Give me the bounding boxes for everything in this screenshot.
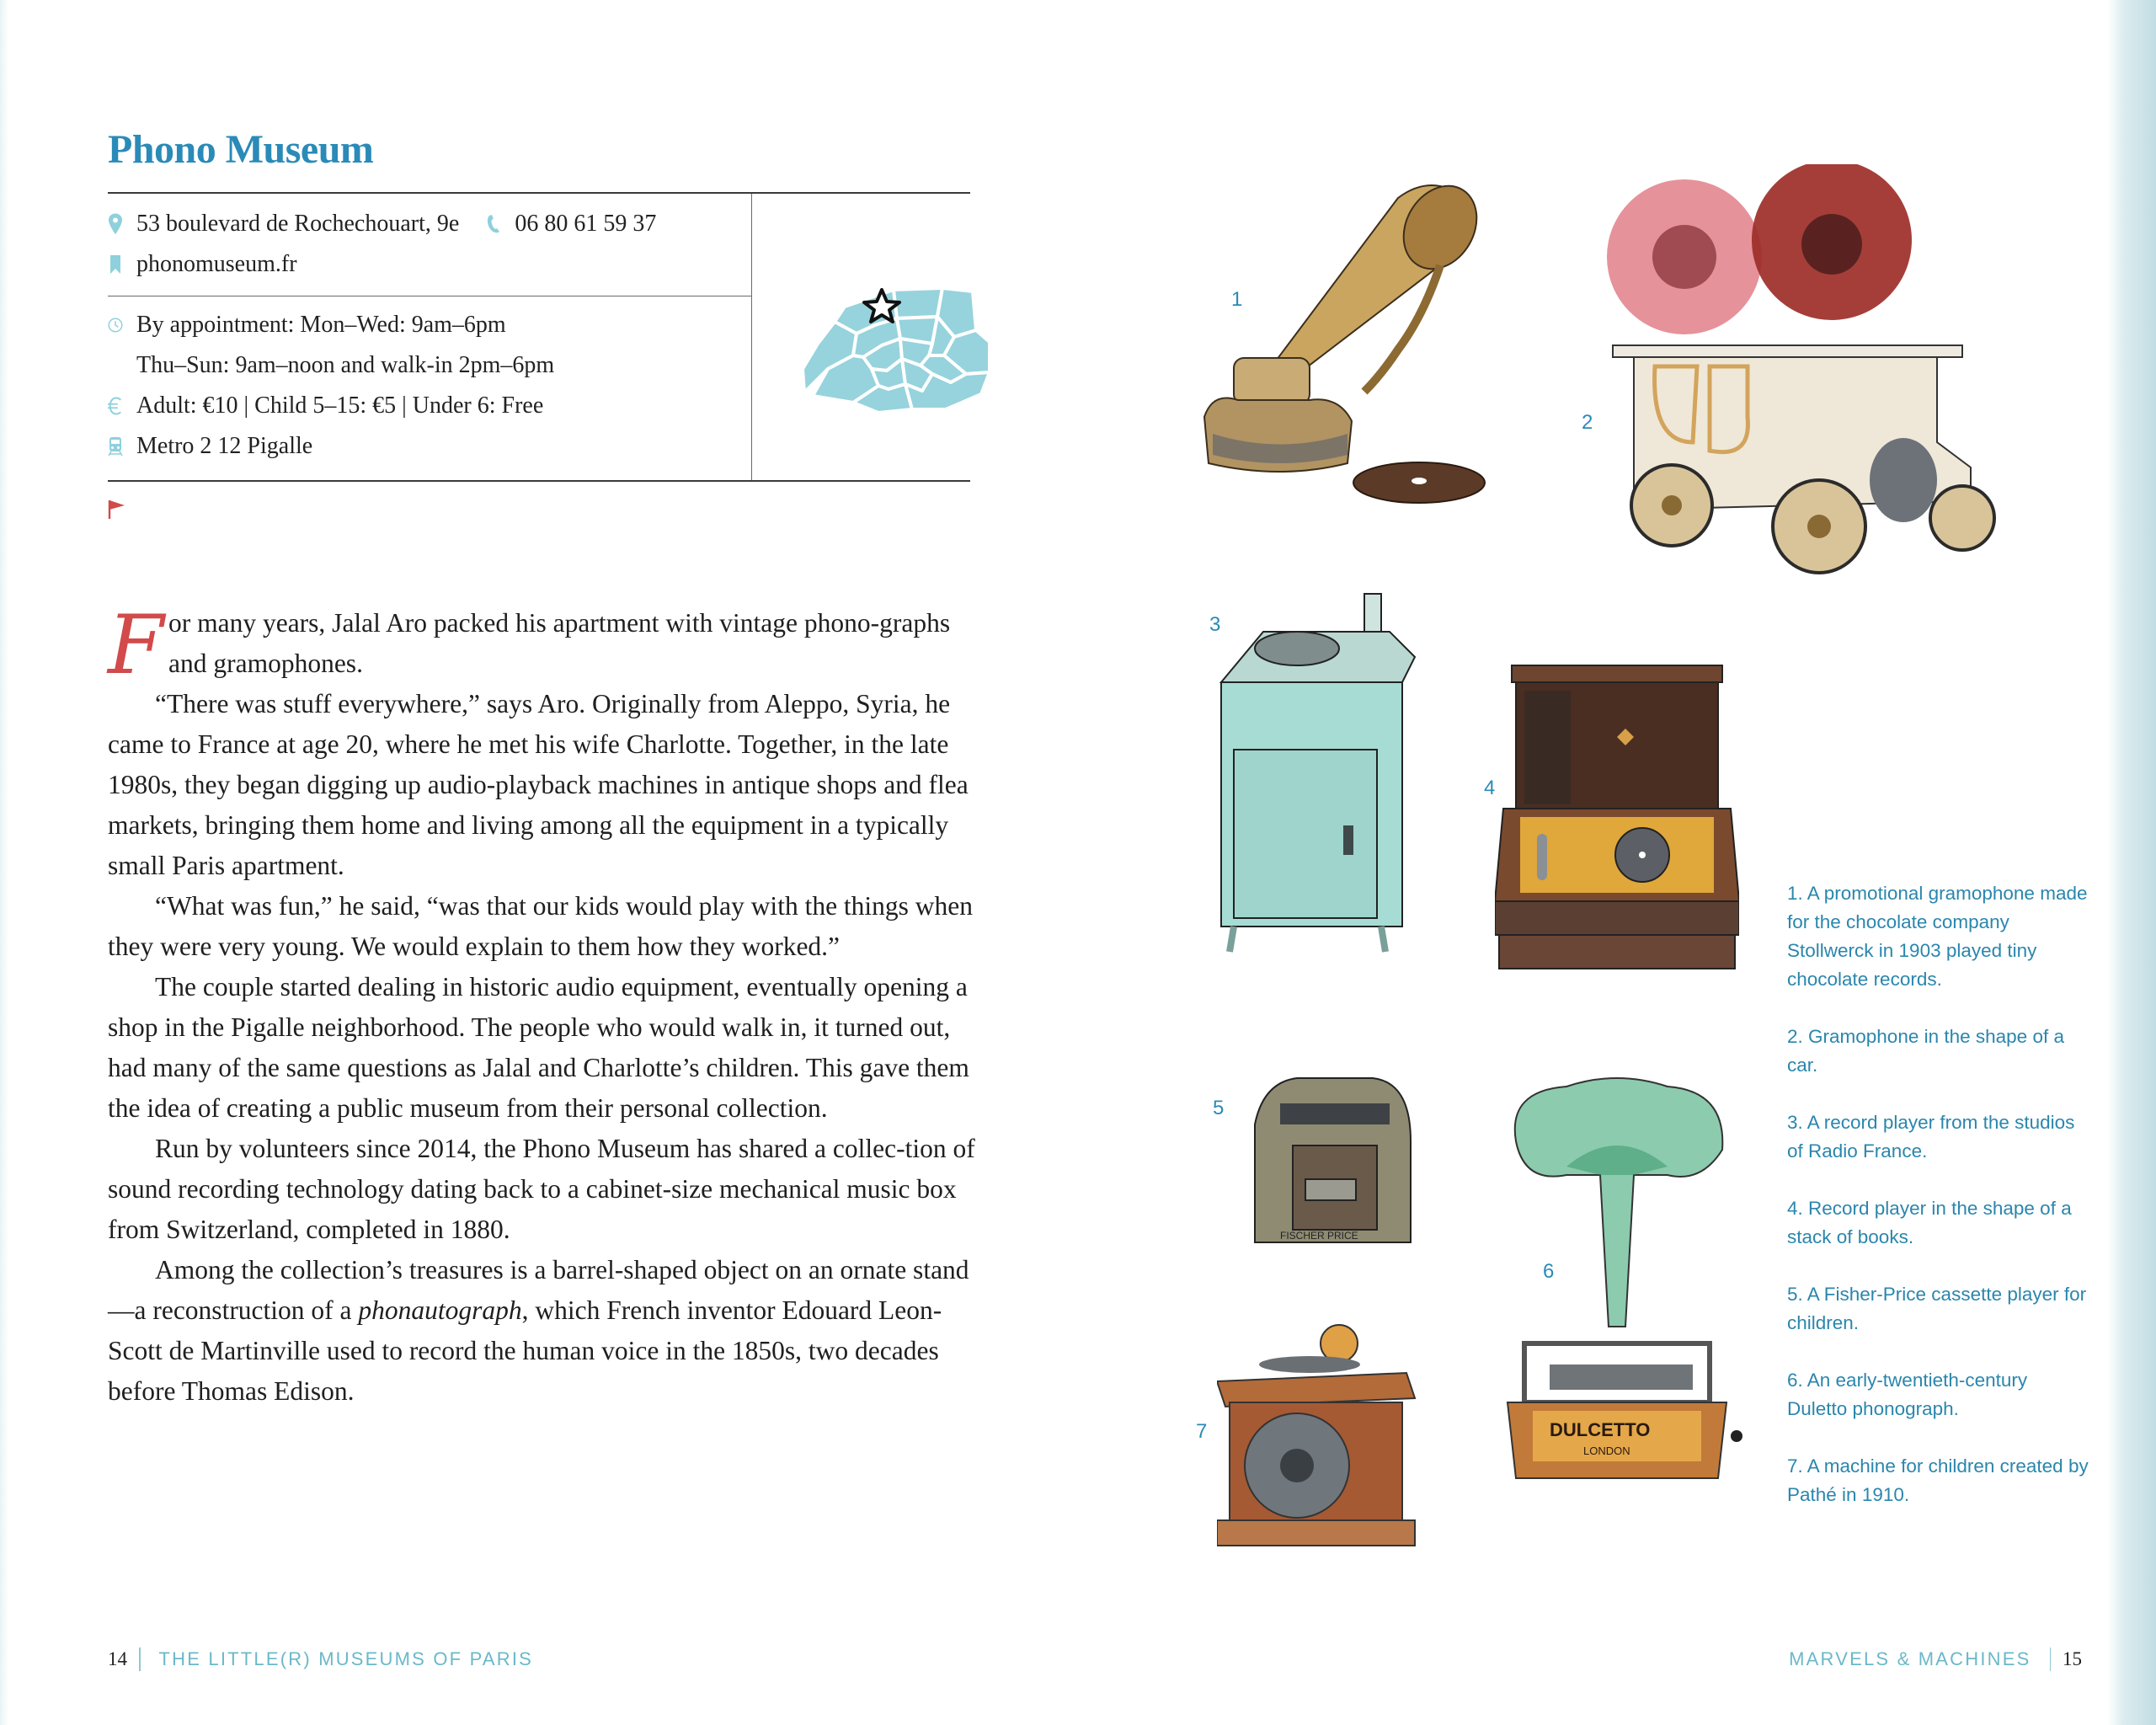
illustration-number-2: 2 bbox=[1582, 411, 1593, 434]
illustration-number-3: 3 bbox=[1209, 613, 1221, 636]
fisher-price-cassette-player-illustration bbox=[1246, 1074, 1415, 1259]
caption-5: 5. A Fisher-Price cassette player for children. bbox=[1787, 1284, 2087, 1333]
caption-4: 4. Record player in the shape of a stack of books. bbox=[1787, 1198, 2072, 1247]
illustration-number-4: 4 bbox=[1484, 777, 1496, 799]
paragraph-1 bbox=[108, 598, 975, 692]
address-text: 53 boulevard de Rochechouart, 9e bbox=[136, 211, 460, 237]
article-body bbox=[108, 598, 975, 1412]
prices-row bbox=[108, 393, 543, 419]
fisher-price-plate: FISCHER PRICE bbox=[1280, 1230, 1358, 1242]
metro-text: Metro 2 12 Pigalle bbox=[136, 433, 313, 459]
hours-line-2: Thu–Sun: 9am–noon and walk-in 2pm–6pm bbox=[136, 352, 555, 378]
pathe-children-machine-illustration bbox=[1217, 1322, 1419, 1550]
paragraph-2: “There was stuff everywhere,” says Aro. Originally from Aleppo, Syria, he came to France at age 20, where he met his wife Charlotte. Together, in the late 1980s, they began digging up audio-playback machines in antique shops and flea markets, bringing them home and living among all the equipment in a typically small Paris apartment. bbox=[108, 689, 969, 880]
caption-1: 1. A promotional gramophone made for the chocolate company Stollwerck in 1903 played tiny chocolate records. bbox=[1787, 883, 2088, 990]
caption-3: 3. A record player from the studios of Radio France. bbox=[1787, 1112, 2075, 1162]
drop-cap: F bbox=[108, 598, 164, 692]
prices-text: Adult: €10 | Child 5–15: €5 | Under 6: Free bbox=[136, 393, 544, 419]
metro-row bbox=[108, 433, 312, 460]
promotional-gramophone-illustration bbox=[1187, 164, 1524, 518]
website-link[interactable]: phonomuseum.fr bbox=[136, 251, 297, 277]
paragraph-5: Run by volunteers since 2014, the Phono Museum has shared a collec-tion of sound recording technology dating back to a cabinet-size mechanical music box from Switzerland, completed in 1880. bbox=[108, 1134, 975, 1244]
right-edge-watercolor bbox=[2107, 0, 2156, 1725]
radio-france-record-player-illustration bbox=[1213, 590, 1423, 960]
book-stack-record-player-illustration bbox=[1495, 661, 1739, 973]
bookmark-icon bbox=[108, 254, 123, 275]
illustration-captions bbox=[1787, 879, 2090, 1538]
museum-title: Phono Museum bbox=[108, 127, 374, 172]
book-title-running-head: THE LITTLE(R) MUSEUMS OF PARIS bbox=[158, 1648, 534, 1669]
visiting-section bbox=[108, 296, 751, 482]
dulcetto-plate: DULCETTO bbox=[1550, 1419, 1651, 1440]
page-number-right: 15 bbox=[2063, 1648, 2082, 1669]
paragraph-6-part-2: , which French inventor Edouard Leon-Scott de Martinville used to record the human voice in the 1850s, two decades before Thomas Edison. bbox=[108, 1295, 942, 1406]
paragraph-6 bbox=[108, 1250, 975, 1412]
map-pin-icon bbox=[108, 213, 123, 235]
chapter-running-head: MARVELS & MACHINES bbox=[1789, 1648, 2031, 1669]
car-gramophone-illustration bbox=[1583, 164, 2004, 577]
illustration-number-7: 7 bbox=[1196, 1420, 1208, 1443]
hours-row-2 bbox=[136, 352, 554, 379]
hours-line-1: By appointment: Mon–Wed: 9am–6pm bbox=[136, 312, 506, 338]
phone-group bbox=[486, 211, 656, 238]
dulcetto-sub: LONDON bbox=[1583, 1445, 1630, 1457]
paragraph-1-text: or many years, Jalal Aro packed his apartment with vintage phono-graphs and gramophones. bbox=[168, 608, 951, 678]
left-edge-watercolor bbox=[0, 0, 8, 1725]
footer-divider bbox=[139, 1648, 141, 1671]
phone-text[interactable]: 06 80 61 59 37 bbox=[515, 211, 657, 237]
duletto-phonograph-illustration bbox=[1499, 1074, 1743, 1512]
paris-map bbox=[760, 194, 970, 480]
footer-left bbox=[108, 1648, 533, 1671]
museum-info-box bbox=[108, 192, 970, 482]
euro-icon bbox=[108, 395, 123, 417]
illustration-number-6: 6 bbox=[1543, 1260, 1555, 1283]
phonautograph-term: phonautograph bbox=[358, 1295, 522, 1325]
paragraph-6-part-1: Among the collection’s treasures is a barrel-shaped object on an ornate stand—a reconstruction of a bbox=[108, 1255, 969, 1325]
paragraph-3: “What was fun,” he said, “was that our kids would play with the things when they were very young. We would explain to them how they worked.” bbox=[108, 891, 974, 961]
footer-right bbox=[1789, 1648, 2082, 1671]
hours-row bbox=[108, 312, 506, 339]
flag-icon bbox=[108, 499, 126, 523]
caption-6: 6. An early-twentieth-century Duletto phonograph. bbox=[1787, 1370, 2028, 1419]
clock-icon bbox=[108, 314, 123, 336]
phone-icon bbox=[486, 213, 501, 235]
footer-divider bbox=[2050, 1648, 2052, 1671]
caption-2: 2. Gramophone in the shape of a car. bbox=[1787, 1026, 2064, 1076]
info-details bbox=[108, 194, 752, 480]
contact-section bbox=[108, 194, 751, 296]
caption-7: 7. A machine for children created by Pathé in 1910. bbox=[1787, 1455, 2089, 1505]
website-row bbox=[108, 251, 297, 278]
illustration-number-1: 1 bbox=[1231, 288, 1243, 311]
address-row bbox=[108, 211, 656, 238]
illustration-number-5: 5 bbox=[1213, 1097, 1225, 1119]
paragraph-4: The couple started dealing in historic audio equipment, eventually opening a shop in the Pigalle neighborhood. The people who would walk in, it turned out, had many of the same questions as Jalal and Charlotte’s children. This gave them the idea of creating a public museum from their personal collection. bbox=[108, 972, 969, 1123]
paris-map-star-icon bbox=[794, 275, 996, 418]
page-number-left: 14 bbox=[108, 1648, 127, 1669]
train-icon bbox=[108, 435, 123, 457]
